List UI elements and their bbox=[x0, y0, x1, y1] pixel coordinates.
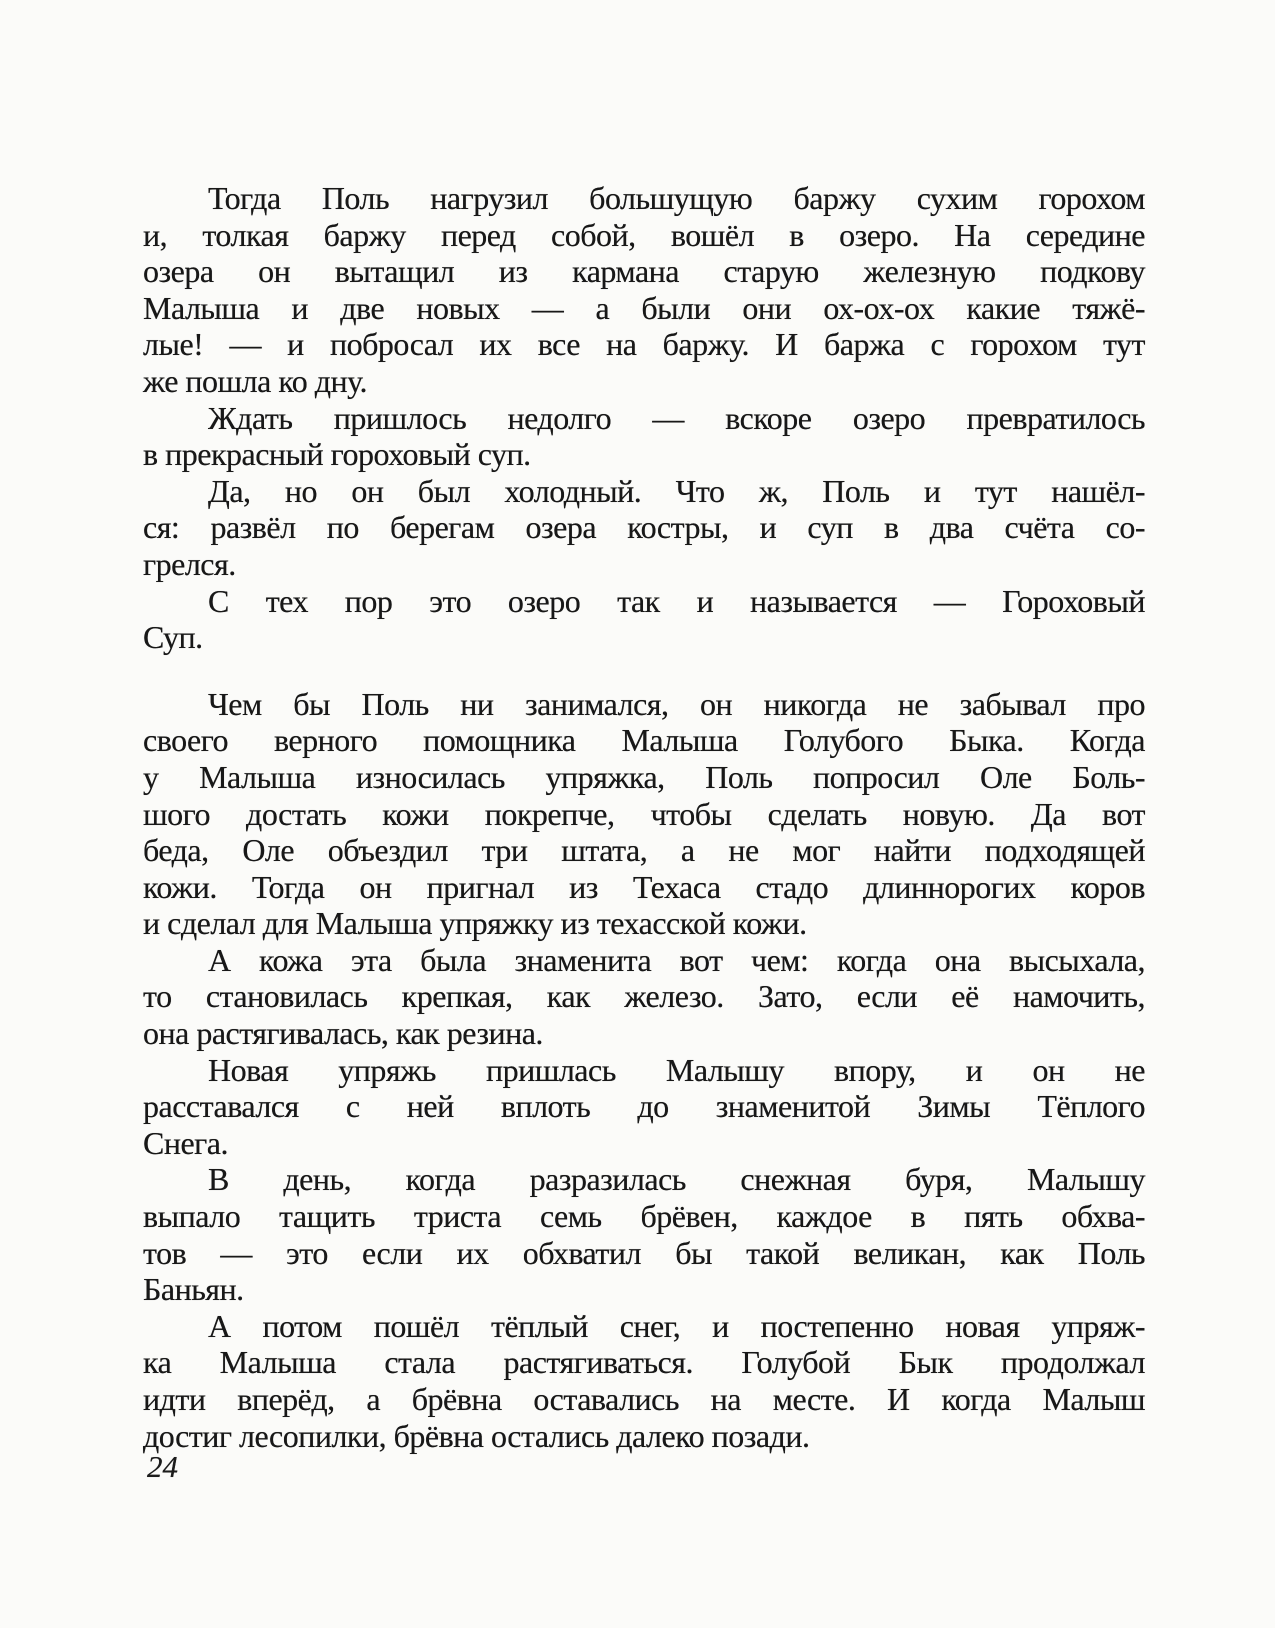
text-line: Ждать пришлось недолго — вскоре озеро превратилось bbox=[208, 399, 1145, 436]
text-line: лые! — и побросал их все на баржу. И баржа с горохом тут bbox=[143, 326, 1145, 363]
text-line: в прекрасный гороховый суп. bbox=[143, 436, 531, 473]
text-line: и сделал для Малыша упряжку из техасской кожи. bbox=[143, 905, 807, 942]
text-line: выпало тащить триста семь брёвен, каждое в пять обхва- bbox=[143, 1198, 1145, 1235]
text-line: Чем бы Поль ни занимался, он никогда не забывал про bbox=[208, 685, 1145, 722]
text-line: у Малыша износилась упряжка, Поль попросил Оле Боль- bbox=[143, 758, 1145, 795]
text-line: кожи. Тогда он пригнал из Техаса стадо длиннорогих коров bbox=[143, 868, 1145, 905]
text-line: Баньян. bbox=[143, 1271, 244, 1308]
text-line: и, толкая баржу перед собой, вошёл в озеро. На середине bbox=[143, 216, 1145, 253]
text-line: А потом пошёл тёплый снег, и постепенно новая упряж- bbox=[208, 1307, 1145, 1344]
text-line: же пошла ко дну. bbox=[143, 362, 367, 399]
text-line: расставался с ней вплоть до знаменитой Зимы Тёплого bbox=[143, 1088, 1145, 1125]
text-line: А кожа эта была знаменита вот чем: когда она высыхала, bbox=[208, 941, 1145, 978]
page-text bbox=[143, 180, 1145, 1454]
text-line: Малыша и две новых — а были они ох-ох-ох какие тяжё- bbox=[143, 289, 1145, 326]
text-line: ся: развёл по берегам озера костры, и суп в два счёта со- bbox=[143, 509, 1145, 546]
text-line: Да, но он был холодный. Что ж, Поль и тут нашёл- bbox=[208, 472, 1145, 509]
text-line: Новая упряжь пришлась Малышу впору, и он не bbox=[208, 1051, 1145, 1088]
text-line: беда, Оле объездил три штата, а не мог найти подходящей bbox=[143, 832, 1145, 869]
text-line: озера он вытащил из кармана старую железную подкову bbox=[143, 253, 1145, 290]
text-line: грелся. bbox=[143, 545, 236, 582]
text-line: С тех пор это озеро так и называется — Гороховый bbox=[208, 582, 1145, 619]
text-line: своего верного помощника Малыша Голубого Быка. Когда bbox=[143, 722, 1145, 759]
text-line: ка Малыша стала растягиваться. Голубой Бык продолжал bbox=[143, 1344, 1145, 1381]
section-break bbox=[143, 656, 1145, 686]
text-line: тов — это если их обхватил бы такой великан, как Поль bbox=[143, 1234, 1145, 1271]
text-line: идти вперёд, а брёвна оставались на месте. И когда Малыш bbox=[143, 1381, 1145, 1417]
page-number: 24 bbox=[147, 1449, 178, 1484]
text-line: Снега. bbox=[143, 1124, 228, 1161]
text-line: Суп. bbox=[143, 619, 203, 656]
text-line: достиг лесопилки, брёвна остались далеко позади. bbox=[143, 1417, 810, 1454]
text-line: то становилась крепкая, как железо. Зато, если её намочить, bbox=[143, 978, 1145, 1015]
text-line: шого достать кожи покрепче, чтобы сделать новую. Да вот bbox=[143, 795, 1145, 832]
text-line: Тогда Поль нагрузил большущую баржу сухим горохом bbox=[208, 180, 1145, 216]
text-line: В день, когда разразилась снежная буря, Малышу bbox=[208, 1161, 1145, 1198]
text-line: она растягивалась, как резина. bbox=[143, 1015, 543, 1052]
